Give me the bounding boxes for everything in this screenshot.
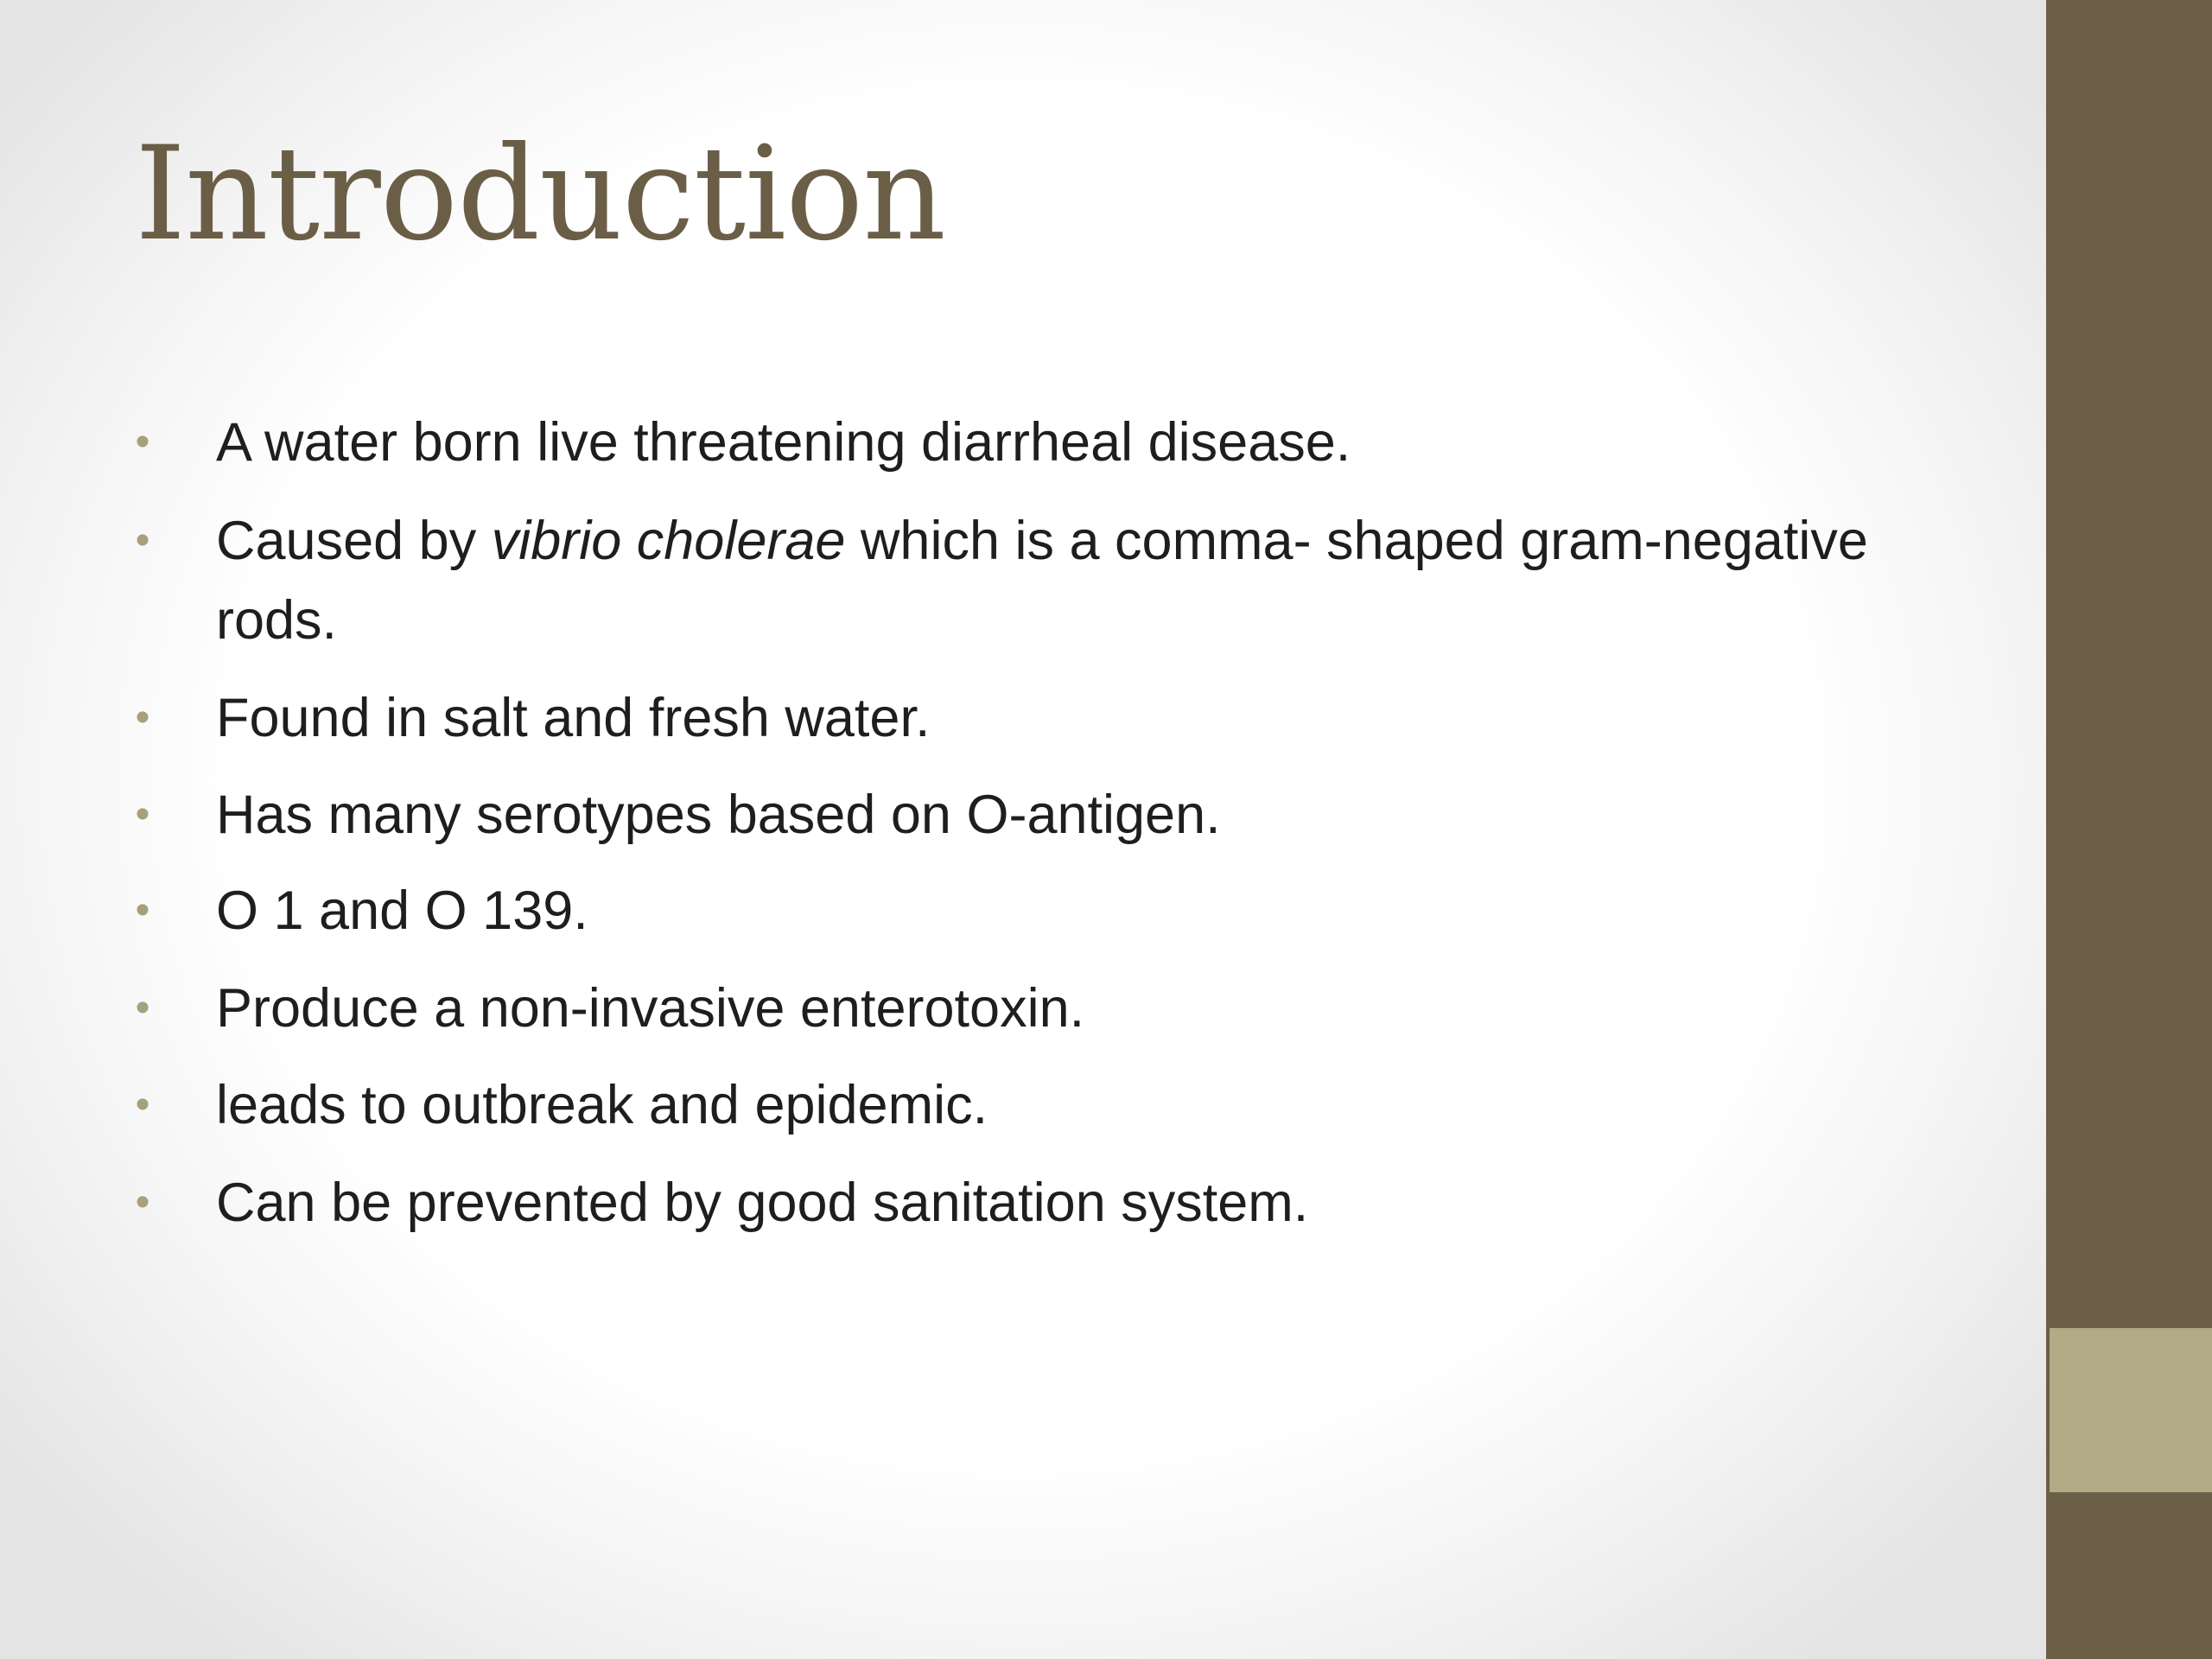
bullet-text-prefix: Caused by <box>216 511 492 571</box>
bullet-icon: • <box>135 985 150 1031</box>
bullet-item <box>130 775 1901 855</box>
bullet-icon: • <box>135 518 150 563</box>
bullet-item <box>130 1065 1901 1145</box>
bullet-text: Has many serotypes based on O-antigen. <box>216 785 1221 845</box>
bullet-text-suffix: which is a comma- shaped gram-negative rods. <box>216 511 1868 651</box>
decorative-sidebar-accent <box>2050 1328 2212 1492</box>
bullet-item <box>130 1163 1901 1243</box>
bullet-icon: • <box>135 1179 150 1225</box>
bullet-item <box>130 501 1901 660</box>
bullet-icon: • <box>135 887 150 933</box>
bullet-icon: • <box>135 1082 150 1128</box>
bullet-text <box>216 501 1901 660</box>
bullet-text: A water born live threatening diarrheal disease. <box>216 412 1351 473</box>
bullet-text: O 1 and O 139. <box>216 880 588 941</box>
bullet-text: Can be prevented by good sanitation system. <box>216 1173 1309 1233</box>
species-name: vibrio cholerae <box>491 511 846 571</box>
slide-title: Introduction <box>135 119 945 270</box>
bullet-text: leads to outbreak and epidemic. <box>216 1075 988 1135</box>
bullet-item <box>130 403 1901 482</box>
bullet-icon: • <box>135 695 150 741</box>
bullet-text: Produce a non-invasive enterotoxin. <box>216 978 1085 1039</box>
bullet-item <box>130 678 1901 758</box>
bullet-item <box>130 871 1901 950</box>
bullet-icon: • <box>135 419 150 465</box>
bullet-icon: • <box>135 791 150 837</box>
bullet-item <box>130 969 1901 1048</box>
bullet-text: Found in salt and fresh water. <box>216 688 931 748</box>
